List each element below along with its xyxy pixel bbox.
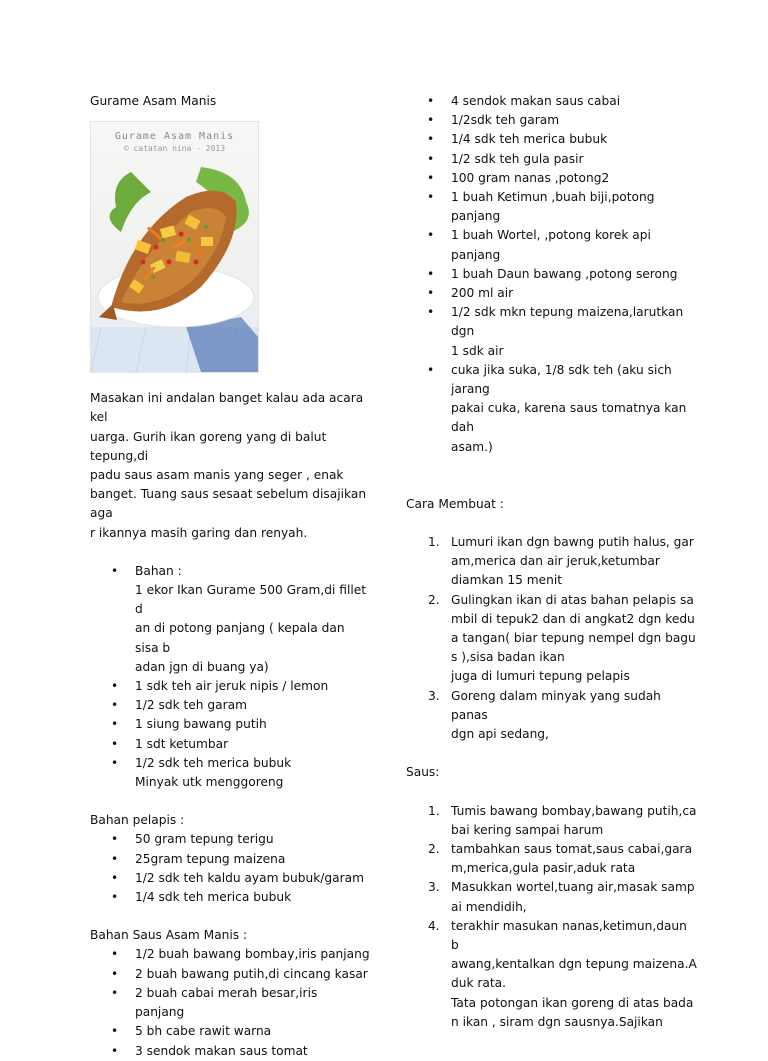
step-line: Tata potongan ikan goreng di atas bada xyxy=(451,995,694,1010)
list-item xyxy=(406,111,698,130)
recipe-photo xyxy=(90,121,259,373)
recipe-title: Gurame Asam Manis xyxy=(90,94,217,108)
list-item xyxy=(406,265,698,284)
list-item: • 5 bh cabe rawit warna xyxy=(90,1022,370,1041)
photo-watermark-title: Gurame Asam Manis xyxy=(114,131,235,143)
list-item-line: • 1 buah Daun bawang ,potong serong xyxy=(451,266,678,281)
list-item-line: 1 ekor Ikan Gurame 500 Gram,di fillet d xyxy=(135,583,367,617)
step-line: Masukkan wortel,tuang air,masak samp xyxy=(451,880,695,895)
step-line: terakhir masukan nanas,ketimun,daun b xyxy=(451,918,687,952)
list-item xyxy=(406,303,698,361)
saus-cara-heading: Saus: xyxy=(406,765,440,780)
photo-watermark-copy: © catatan nina - 2013 xyxy=(123,144,226,154)
list-item xyxy=(406,687,698,745)
cara-heading: Cara Membuat : xyxy=(406,496,504,511)
list-item-line: • cuka jika suka, 1/8 sdk teh (aku sich jarang xyxy=(451,362,672,397)
list-item-line: asam.) xyxy=(451,439,493,454)
intro-line: uarga. Gurih ikan goreng yang di balut tepung,di xyxy=(90,429,327,463)
step-number: 2. xyxy=(428,841,440,856)
list-item xyxy=(406,92,698,111)
list-item-line: • 1 sdk teh air jeruk nipis / lemon xyxy=(135,679,329,694)
list-item xyxy=(406,169,698,188)
list-item xyxy=(406,188,698,226)
list-item xyxy=(406,802,698,840)
list-item xyxy=(406,917,698,1032)
list-item-line: • 1/2 sdk teh merica bubuk xyxy=(135,755,292,770)
list-item-line: adan jgn di buang ya) xyxy=(135,659,269,674)
list-item: • 1/2 buah bawang bombay,iris panjang xyxy=(90,945,370,964)
left-column xyxy=(90,92,370,1061)
fish-dish-illustration xyxy=(91,122,258,372)
list-item-line: Minyak utk menggoreng xyxy=(135,775,284,790)
step-line: a tangan( biar tepung nempel dgn bagu xyxy=(451,631,696,646)
list-item: • 25gram tepung maizena xyxy=(90,850,370,869)
list-item-line: • 1 buah Ketimun ,buah biji,potong panjang xyxy=(451,190,655,224)
intro-line: Masakan ini andalan banget kalau ada acara kel xyxy=(90,391,364,425)
pelapis-heading: Bahan pelapis : xyxy=(90,813,185,828)
intro-line: padu saus asam manis yang seger , enak xyxy=(90,468,344,483)
list-item xyxy=(406,284,698,303)
list-item-line: • 4 sendok makan saus cabai xyxy=(451,94,621,108)
list-item-line: • 1/2 sdk teh garam xyxy=(135,698,247,713)
step-line: diamkan 15 menit xyxy=(451,573,563,588)
list-item xyxy=(90,562,370,677)
step-number: 3. xyxy=(428,688,440,703)
list-item xyxy=(90,735,370,754)
step-line: n ikan , siram dgn sausnya.Sajikan xyxy=(451,1014,663,1029)
step-line: awang,kentalkan dgn tepung maizena.A xyxy=(451,957,697,972)
step-line: mbil di tepuk2 dan di angkat2 dgn kedu xyxy=(451,611,695,626)
list-item: • 2 buah bawang putih,di cincang kasar xyxy=(90,965,370,984)
list-item xyxy=(90,677,370,696)
list-item xyxy=(406,591,698,687)
list-item-line: 1 sdk air xyxy=(451,343,504,358)
bahan-heading: • Bahan : xyxy=(135,563,182,578)
list-item-line: pakai cuka, karena saus tomatnya kan dah xyxy=(451,401,687,435)
step-line: Tumis bawang bombay,bawang putih,ca xyxy=(451,803,697,818)
step-number: 1. xyxy=(428,803,440,818)
list-item: • 1/2 sdk teh kaldu ayam bubuk/garam xyxy=(90,869,370,888)
list-item: • 3 sendok makan saus tomat xyxy=(90,1042,370,1061)
right-column xyxy=(406,92,698,1032)
intro-paragraph xyxy=(90,389,370,543)
list-item: • 1/4 sdk teh merica bubuk xyxy=(90,888,370,907)
step-line: Goreng dalam minyak yang sudah panas xyxy=(451,688,661,722)
list-item-line: • 200 ml air xyxy=(451,286,514,301)
list-item xyxy=(90,696,370,715)
step-line: bai kering sampai harum xyxy=(451,822,604,837)
list-item-line: an di potong panjang ( kepala dan sisa b xyxy=(135,621,345,655)
list-item-line: • 1/2sdk teh garam xyxy=(451,113,560,128)
pelapis-list xyxy=(90,830,370,907)
step-number: 3. xyxy=(428,880,440,895)
step-line: juga di lumuri tepung pelapis xyxy=(451,669,630,684)
step-line: ai mendidih, xyxy=(451,899,527,914)
list-item xyxy=(406,130,698,149)
intro-line: r ikannya masih garing dan renyah. xyxy=(90,525,308,540)
step-line: s ),sisa badan ikan xyxy=(451,650,565,665)
saus-bahan-list-continued xyxy=(406,92,698,457)
intro-line: banget. Tuang saus sesaat sebelum disajikan aga xyxy=(90,487,367,521)
list-item: • 50 gram tepung terigu xyxy=(90,830,370,849)
list-item xyxy=(406,878,698,916)
bahan-list xyxy=(90,562,370,792)
list-item-line: • 1 siung bawang putih xyxy=(135,717,267,732)
list-item-line: • 100 gram nanas ,potong2 xyxy=(451,170,610,185)
list-item xyxy=(406,226,698,264)
saus-bahan-list xyxy=(90,945,370,1060)
step-line: tambahkan saus tomat,saus cabai,gara xyxy=(451,841,693,856)
step-line: duk rata. xyxy=(451,976,506,991)
step-number: 4. xyxy=(428,918,440,933)
step-number: 1. xyxy=(428,535,440,550)
saus-bahan-heading: Bahan Saus Asam Manis : xyxy=(90,928,248,943)
list-item: • 2 buah cabai merah besar,iris panjang xyxy=(90,984,370,1022)
step-line: m,merica,gula pasir,aduk rata xyxy=(451,861,636,876)
list-item xyxy=(406,840,698,878)
list-item-line: • 1 sdt ketumbar xyxy=(135,736,229,751)
list-item xyxy=(90,715,370,734)
step-line: am,merica dan air jeruk,ketumbar xyxy=(451,554,660,569)
saus-steps xyxy=(406,802,698,1032)
step-number: 2. xyxy=(428,592,440,607)
list-item xyxy=(90,754,370,792)
list-item-line: • 1 buah Wortel, ,potong korek api panjang xyxy=(451,228,651,262)
list-item-line: • 1/2 sdk teh gula pasir xyxy=(451,151,584,166)
list-item-line: • 1/2 sdk mkn tepung maizena,larutkan dgn xyxy=(451,305,684,339)
list-item xyxy=(406,150,698,169)
step-line: Lumuri ikan dgn bawng putih halus, gar xyxy=(451,535,694,550)
step-line: dgn api sedang, xyxy=(451,727,549,742)
list-item xyxy=(406,533,698,591)
list-item xyxy=(406,361,698,457)
step-line: Gulingkan ikan di atas bahan pelapis sa xyxy=(451,592,694,607)
list-item-line: • 1/4 sdk teh merica bubuk xyxy=(451,132,608,147)
cara-steps xyxy=(406,533,698,744)
